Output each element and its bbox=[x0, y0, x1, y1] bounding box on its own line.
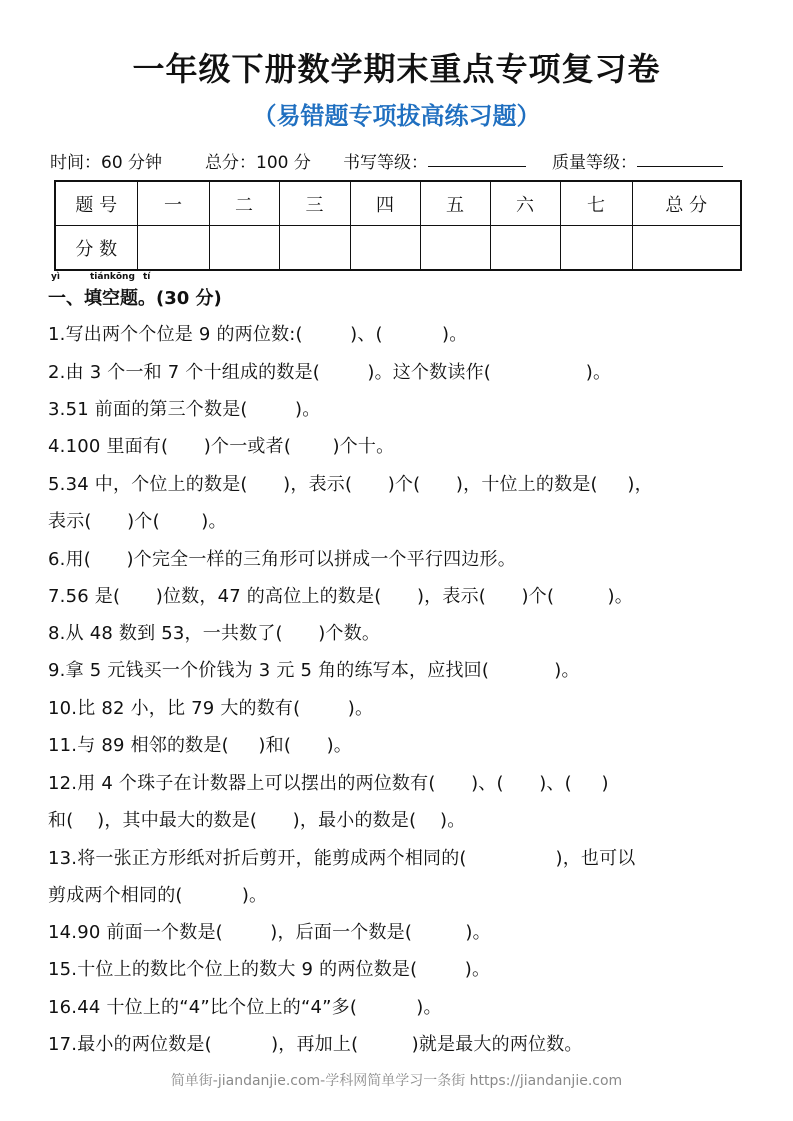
question-12: 12.用 4 个珠子在计数器上可以摆出的两位数有( )、( )、( ) bbox=[48, 773, 609, 794]
question-1: 1.写出两个个位是 9 的两位数:( )、( )。 bbox=[48, 324, 468, 345]
question-11: 11.与 89 相邻的数是( )和( )。 bbox=[48, 735, 353, 756]
score-header-cell: 三 bbox=[279, 181, 350, 226]
score-cell[interactable] bbox=[632, 226, 741, 271]
pinyin-tiankong: tiánkōng bbox=[90, 272, 135, 282]
question-14: 14.90 前面一个数是( )，后面一个数是( )。 bbox=[48, 922, 491, 943]
score-row-label: 分 数 bbox=[55, 226, 137, 271]
question-13: 13.将一张正方形纸对折后剪开，能剪成两个相同的( )，也可以 bbox=[48, 848, 636, 869]
score-cell[interactable] bbox=[137, 226, 209, 271]
score-header-cell: 题 号 bbox=[55, 181, 137, 226]
score-table bbox=[54, 180, 742, 271]
question-9: 9.拿 5 元钱买一个价钱为 3 元 5 角的练写本，应找回( )。 bbox=[48, 660, 580, 681]
quality-grade-label: 质量等级： bbox=[552, 153, 637, 173]
score-table-header-row bbox=[55, 181, 741, 226]
score-cell[interactable] bbox=[490, 226, 560, 271]
question-16: 16.44 十位上的“4”比个位上的“4”多( )。 bbox=[48, 997, 442, 1018]
score-header-cell: 一 bbox=[137, 181, 209, 226]
score-header-cell: 二 bbox=[209, 181, 279, 226]
question-12-cont: 和( )，其中最大的数是( )，最小的数是( )。 bbox=[48, 810, 466, 831]
score-header-cell: 四 bbox=[350, 181, 420, 226]
page-title: 一年级下册数学期末重点专项复习卷 bbox=[132, 50, 661, 88]
writing-grade-blank[interactable] bbox=[428, 148, 526, 167]
question-10: 10.比 82 小，比 79 大的数有( )。 bbox=[48, 698, 374, 719]
time-label: 时间：60 分钟 bbox=[50, 153, 163, 173]
page-subtitle: （易错题专项拔高练习题） bbox=[252, 102, 541, 130]
quality-grade bbox=[552, 148, 637, 173]
score-header-cell: 总 分 bbox=[632, 181, 741, 226]
score-cell[interactable] bbox=[350, 226, 420, 271]
question-13-cont: 剪成两个相同的( )。 bbox=[48, 885, 268, 906]
question-4: 4.100 里面有( )个一或者( )个十。 bbox=[48, 436, 395, 457]
question-5-cont: 表示( )个( )。 bbox=[48, 511, 227, 532]
section-title: 一、填空题。(30 分) bbox=[48, 288, 222, 309]
quality-grade-blank[interactable] bbox=[637, 148, 723, 167]
score-cell[interactable] bbox=[209, 226, 279, 271]
question-6: 6.用( )个完全一样的三角形可以拼成一个平行四边形。 bbox=[48, 549, 516, 570]
score-table-score-row bbox=[55, 226, 741, 271]
score-cell[interactable] bbox=[560, 226, 632, 271]
score-cell[interactable] bbox=[279, 226, 350, 271]
question-2: 2.由 3 个一和 7 个十组成的数是( )。这个数读作( )。 bbox=[48, 362, 612, 383]
question-5: 5.34 中，个位上的数是( )，表示( )个( )，十位上的数是( )， bbox=[48, 474, 653, 495]
question-17: 17.最小的两位数是( )，再加上( )就是最大的两位数。 bbox=[48, 1034, 583, 1055]
score-cell[interactable] bbox=[420, 226, 490, 271]
writing-grade bbox=[343, 148, 428, 173]
score-header-cell: 五 bbox=[420, 181, 490, 226]
footer-watermark: 简单街-jiandanjie.com-学科网简单学习一条街 https://jiandanjie.com bbox=[170, 1073, 623, 1089]
question-3: 3.51 前面的第三个数是( )。 bbox=[48, 399, 321, 420]
score-header-cell: 六 bbox=[490, 181, 560, 226]
pinyin-ti: tí bbox=[143, 272, 151, 282]
exam-info bbox=[50, 148, 750, 174]
writing-grade-label: 书写等级： bbox=[343, 153, 428, 173]
score-header-cell: 七 bbox=[560, 181, 632, 226]
question-7: 7.56 是( )位数，47 的高位上的数是( )，表示( )个( )。 bbox=[48, 586, 633, 607]
question-8: 8.从 48 数到 53，一共数了( )个数。 bbox=[48, 623, 381, 644]
total-label: 总分：100 分 bbox=[205, 153, 311, 173]
question-15: 15.十位上的数比个位上的数大 9 的两位数是( )。 bbox=[48, 959, 491, 980]
pinyin-yi: yì bbox=[51, 272, 60, 282]
